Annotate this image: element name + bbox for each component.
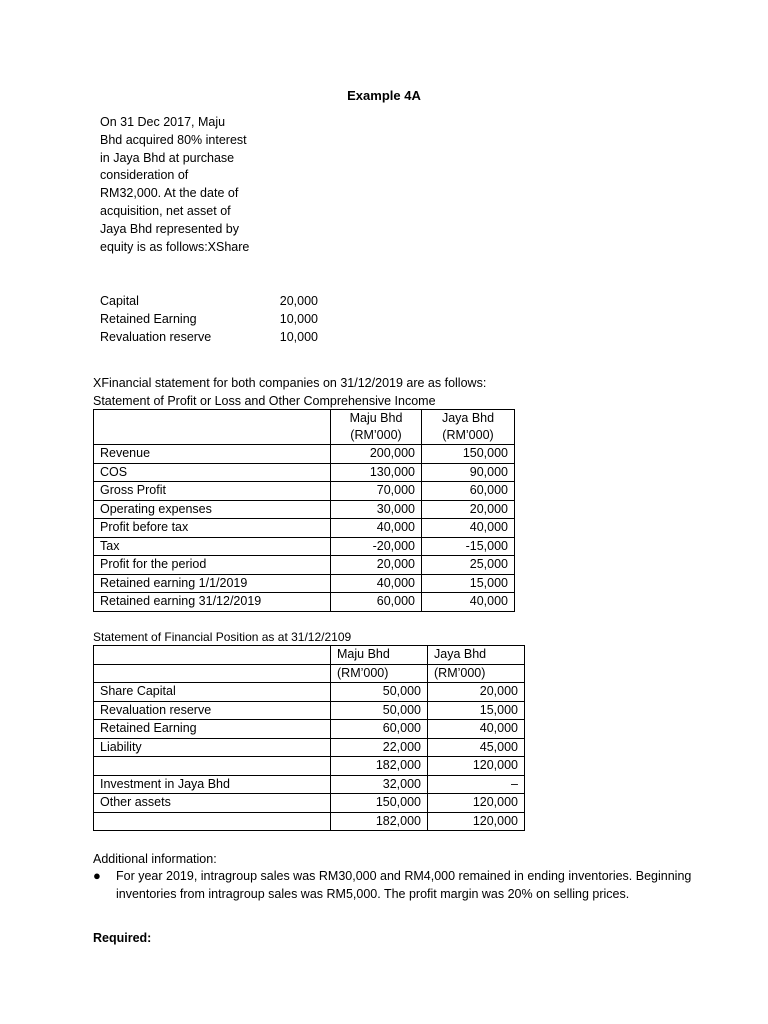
- row-label: Retained earning 1/1/2019: [94, 574, 331, 593]
- table-unit-blank: [94, 664, 331, 683]
- maju-value: 70,000: [331, 482, 422, 501]
- additional-heading: Additional information:: [93, 852, 217, 866]
- maju-value: 50,000: [331, 701, 428, 720]
- equity-label: Capital: [100, 294, 139, 308]
- jaya-value: 90,000: [422, 463, 515, 482]
- column-header-jaya: Jaya Bhd: [428, 646, 525, 665]
- table-header-row: [94, 646, 525, 665]
- bullet-item: [93, 868, 693, 904]
- jaya-value: 60,000: [422, 482, 515, 501]
- row-label: Profit for the period: [94, 556, 331, 575]
- jaya-value: 40,000: [422, 593, 515, 612]
- row-label: Profit before tax: [94, 519, 331, 538]
- table-header-blank: [94, 646, 331, 665]
- jaya-value: 120,000: [428, 794, 525, 813]
- jaya-value: -15,000: [422, 537, 515, 556]
- row-label: [94, 812, 331, 831]
- pl-title: Statement of Profit or Loss and Other Comprehensive Income: [93, 394, 436, 408]
- financial-position-table: [93, 645, 525, 831]
- jaya-value: 40,000: [422, 519, 515, 538]
- table-row: [94, 574, 515, 593]
- equity-value: 10,000: [279, 330, 318, 344]
- jaya-value: –: [428, 775, 525, 794]
- column-header-maju: Maju Bhd: [331, 646, 428, 665]
- maju-value: 130,000: [331, 463, 422, 482]
- equity-row: [100, 310, 320, 328]
- table-row: [94, 720, 525, 739]
- profit-loss-table: [93, 409, 515, 612]
- maju-value: 182,000: [331, 757, 428, 776]
- equity-label: Retained Earning: [100, 312, 197, 326]
- bullet-text: For year 2019, intragroup sales was RM30,000 and RM4,000 remained in ending inventories. Beginning inventories from intragroup sales was RM5,000. The profit margin was 20% on selling prices.: [116, 869, 692, 901]
- table-row: [94, 556, 515, 575]
- maju-value: 60,000: [331, 720, 428, 739]
- table-row: [94, 537, 515, 556]
- equity-row: [100, 292, 320, 310]
- maju-value: 22,000: [331, 738, 428, 757]
- row-label: Retained earning 31/12/2019: [94, 593, 331, 612]
- row-label: Revaluation reserve: [94, 701, 331, 720]
- fp-title: Statement of Financial Position as at 31/12/2109: [93, 630, 352, 644]
- jaya-value: 15,000: [422, 574, 515, 593]
- row-label: Operating expenses: [94, 500, 331, 519]
- jaya-value: 25,000: [422, 556, 515, 575]
- maju-value: -20,000: [331, 537, 422, 556]
- table-row: [94, 445, 515, 464]
- row-label: Tax: [94, 537, 331, 556]
- column-header-jaya: Jaya Bhd (RM’000): [422, 410, 515, 445]
- maju-value: 30,000: [331, 500, 422, 519]
- unit-maju: (RM’000): [331, 664, 428, 683]
- row-label: Liability: [94, 738, 331, 757]
- table-row: [94, 482, 515, 501]
- row-label: Investment in Jaya Bhd: [94, 775, 331, 794]
- row-label: Share Capital: [94, 683, 331, 702]
- maju-value: 150,000: [331, 794, 428, 813]
- table-header-row: [94, 410, 515, 445]
- table-total-row: [94, 812, 525, 831]
- jaya-value: 40,000: [428, 720, 525, 739]
- row-label: COS: [94, 463, 331, 482]
- jaya-value: 20,000: [422, 500, 515, 519]
- row-label: Revenue: [94, 445, 331, 464]
- table-row: [94, 738, 525, 757]
- jaya-value: 20,000: [428, 683, 525, 702]
- row-label: Gross Profit: [94, 482, 331, 501]
- bullet-dot-icon: ●: [93, 868, 101, 883]
- maju-value: 40,000: [331, 519, 422, 538]
- unit-jaya: (RM’000): [428, 664, 525, 683]
- table-total-row: [94, 757, 525, 776]
- jaya-value: 45,000: [428, 738, 525, 757]
- table-row: [94, 701, 525, 720]
- table-unit-row: [94, 664, 525, 683]
- maju-value: 200,000: [331, 445, 422, 464]
- row-label: Retained Earning: [94, 720, 331, 739]
- table-row: [94, 500, 515, 519]
- maju-value: 20,000: [331, 556, 422, 575]
- maju-value: 50,000: [331, 683, 428, 702]
- equity-label: Revaluation reserve: [100, 330, 212, 344]
- equity-row: [100, 328, 320, 346]
- maju-value: 60,000: [331, 593, 422, 612]
- column-header-maju: Maju Bhd (RM’000): [331, 410, 422, 445]
- intro-paragraph: On 31 Dec 2017, Maju Bhd acquired 80% interest in Jaya Bhd at purchase consideration of RM32,000. At the date of acquisition, net asset of Jaya Bhd represented by equity is as follows:XShare: [100, 115, 250, 254]
- row-label: [94, 757, 331, 776]
- jaya-value: 15,000: [428, 701, 525, 720]
- jaya-value: 150,000: [422, 445, 515, 464]
- maju-value: 40,000: [331, 574, 422, 593]
- table-row: [94, 794, 525, 813]
- table-row: [94, 775, 525, 794]
- jaya-value: 120,000: [428, 757, 525, 776]
- required-label: Required:: [93, 931, 152, 945]
- row-label: Other assets: [94, 794, 331, 813]
- equity-value: 10,000: [279, 312, 318, 326]
- table-row: [94, 593, 515, 612]
- page-title: Example 4A: [347, 88, 421, 103]
- maju-value: 182,000: [331, 812, 428, 831]
- jaya-value: 120,000: [428, 812, 525, 831]
- table-header-blank: [94, 410, 331, 445]
- table-row: [94, 683, 525, 702]
- table-row: [94, 463, 515, 482]
- equity-value: 20,000: [279, 294, 318, 308]
- maju-value: 32,000: [331, 775, 428, 794]
- fs-intro: XFinancial statement for both companies on 31/12/2019 are as follows:: [93, 376, 487, 390]
- table-row: [94, 519, 515, 538]
